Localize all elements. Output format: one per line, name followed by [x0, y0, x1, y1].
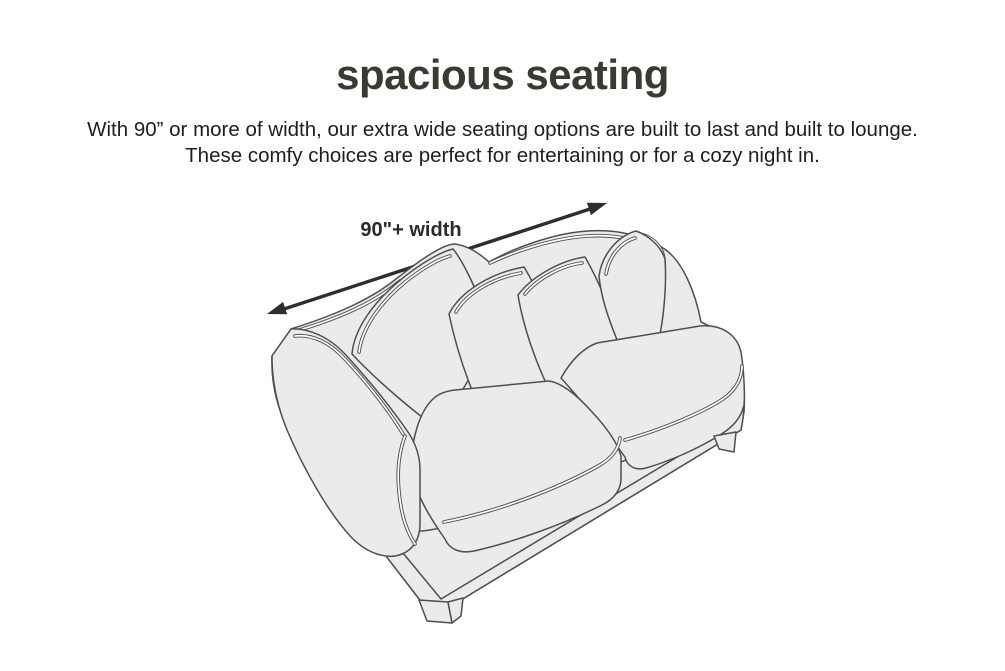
arrow-head-right	[587, 203, 607, 215]
arrow-head-left	[267, 302, 287, 314]
page-title: spacious seating	[336, 51, 669, 98]
sofa-leg-right	[714, 432, 736, 452]
sofa-leg-front-left	[419, 598, 463, 623]
dimension-label: 90"+ width	[360, 219, 462, 241]
description-line-2: These comfy choices are perfect for entertaining or for a cozy night in.	[185, 144, 820, 167]
description-line-1: With 90” or more of width, our extra wide seating options are built to last and built to lounge.	[87, 118, 918, 141]
